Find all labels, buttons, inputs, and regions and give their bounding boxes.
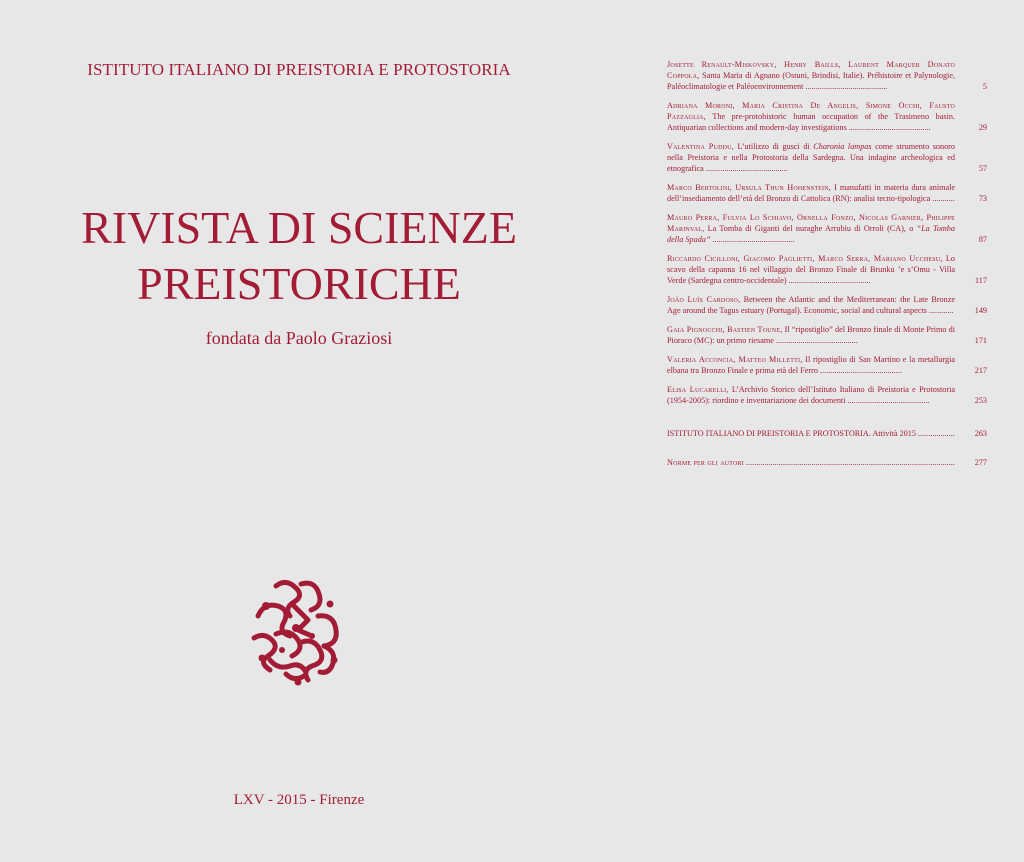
toc-page-number: 73 — [978, 194, 987, 203]
toc-authors: Adriana Moroni, Maria Cristina De Angelis, Simone Occhi, Fausto Pazzaglia, — [667, 101, 955, 121]
toc-authors: Elisa Lucarelli, — [667, 385, 729, 394]
toc-dot-leader: ........................................ — [845, 396, 930, 405]
toc-page-number: 277 — [974, 458, 987, 467]
toc-authors: Josette Renault-Miskovsky, Henry Baills, Laurent Marquer Donato Coppola, — [667, 60, 955, 80]
toc-entry[interactable] — [667, 294, 987, 316]
volume-info: LXV - 2015 - Firenze — [233, 792, 365, 808]
toc-entry-text — [667, 294, 955, 316]
toc-label: ISTITUTO ITALIANO DI PREISTORIA E PROTOSTORIA. Attività 2015 — [667, 429, 916, 438]
toc-title: Il “ripostiglio” del Bronzo finale di Monte Primo di Pioraco (MC): un primo riesame — [667, 325, 956, 345]
toc-dot-leader: ........................................ — [803, 82, 888, 91]
toc-title-italic: “La Tomba della Spada” — [667, 224, 955, 244]
toc-dot-leader: ........... — [930, 194, 955, 203]
founded-by: fondata da Paolo Graziosi — [205, 328, 393, 348]
toc-dot-leader: ........................................ — [817, 366, 902, 375]
institute-name: ISTITUTO ITALIANO DI PREISTORIA E PROTOSTORIA — [87, 60, 511, 79]
toc-entry[interactable] — [667, 100, 987, 133]
toc-authors: Gaia Pignocchi, Bastien Toune, — [667, 325, 783, 334]
toc-entry[interactable] — [667, 141, 987, 174]
toc-title: I manufatti in materia dura animale dell’insediamento dell’età del Bronzo di Cattolica (RN): analisi tecno-tipologica — [667, 183, 956, 203]
toc-entry-text — [667, 324, 955, 346]
toc-entry-text — [667, 182, 955, 204]
toc-title-part: come strumento sonoro nella Preistoria e nella Protostoria della Sardegna. Una indagine archeologica ed etnografica — [667, 142, 956, 173]
toc-title-part: La Tomba di Giganti del nuraghe Arrubiu di Orroli (CA), o — [707, 224, 917, 233]
toc-page-number: 57 — [978, 164, 987, 173]
toc-title: Between the Atlantic and the Mediterranean: the Late Bronze Age around the Tagus estuary (Portugal). Economic, social and cultural aspects — [667, 295, 956, 315]
toc-title-part: L’utilizzo di gusci di — [737, 142, 814, 151]
toc-dot-leader: .................. — [915, 429, 955, 438]
toc-dot-leader: ........................................ — [846, 123, 931, 132]
table-of-contents — [667, 59, 987, 476]
toc-page-number: 171 — [974, 336, 987, 345]
toc-entry[interactable] — [667, 324, 987, 346]
toc-entry-text — [667, 354, 955, 376]
toc-page-number: 29 — [978, 123, 987, 132]
toc-dot-leader: ............ — [926, 306, 954, 315]
toc-title: Santa Maria di Agnano (Ostuni, Brindisi, Italie). Préhistoire et Palynologie, Paléoclimatologie et Paléoenvironnement — [667, 71, 955, 91]
toc-entry[interactable] — [667, 384, 987, 406]
ornamental-emblem-icon — [246, 576, 350, 688]
toc-entry[interactable] — [667, 182, 987, 204]
toc-title: Il ripostiglio di San Martino e la metallurgia elbana tra Bronzo Finale e prima età del Ferro — [667, 355, 955, 375]
toc-page-number: 117 — [975, 276, 987, 285]
toc-dot-leader: ........................................ — [773, 336, 858, 345]
toc-dot-leader: ...................................................................................................... — [743, 458, 955, 467]
toc-authors: Valentina Puddu, — [667, 142, 734, 151]
toc-author-guidelines[interactable] — [667, 457, 987, 468]
toc-page-number: 149 — [974, 306, 987, 315]
toc-entry-text — [667, 59, 955, 92]
toc-authors: João Luís Cardoso, — [667, 295, 741, 304]
toc-entry[interactable] — [667, 212, 987, 245]
toc-dot-leader: ........................................ — [710, 235, 795, 244]
toc-authors: Mauro Perra, Fulvia Lo Schiavo, Ornella Fonzo, Nicolas Garnier, Philippe Marinval, — [667, 213, 955, 233]
toc-title: L’Archivio Storico dell’Istituto Italiano di Preistoria e Protostoria (1954-2005): riordino e inventariazione dei documenti — [667, 385, 955, 405]
toc-entry[interactable] — [667, 354, 987, 376]
toc-authors: Riccardo Cicilloni, Giacomo Paglietti, Marco Serra, Mariano Ucchesu, — [667, 254, 943, 263]
toc-entry-text — [667, 253, 955, 286]
toc-page-number: 263 — [974, 429, 987, 438]
journal-title-line2: PREISTORICHE — [137, 258, 461, 309]
toc-title: Lo scavo della capanna 16 nel villaggio del Bronzo Finale di Brunku ’e s’Omu - Villa Verde (Sardegna centro-occidentale) — [667, 254, 955, 285]
toc-institute-activity[interactable] — [667, 428, 987, 439]
toc-entry-text — [667, 457, 955, 468]
toc-label: Norme per gli autori — [667, 458, 744, 467]
toc-entry-text — [667, 100, 955, 133]
toc-page-number: 87 — [978, 235, 987, 244]
toc-title: The pre-protohistoric human occupation of the Trasimeno basin. Antiquarian collections and modern-day investigations — [667, 112, 955, 132]
toc-entry-text — [667, 212, 955, 245]
journal-title-line1: RIVISTA DI SCIENZE — [81, 202, 517, 253]
toc-entry-text — [667, 141, 955, 174]
toc-authors: Valeria Acconcia, Matteo Milletti, — [667, 355, 803, 364]
toc-entry-text — [667, 384, 955, 406]
journal-title — [0, 200, 598, 312]
toc-entry-text — [667, 428, 955, 439]
toc-page-number: 5 — [982, 82, 987, 91]
toc-entry[interactable] — [667, 253, 987, 286]
toc-dot-leader: ........................................ — [703, 164, 788, 173]
toc-page-number: 217 — [974, 366, 987, 375]
toc-dot-leader: ........................................ — [786, 276, 871, 285]
toc-entry[interactable] — [667, 59, 987, 92]
toc-title-italic: Charonia lampas — [813, 142, 872, 151]
toc-page-number: 253 — [974, 396, 987, 405]
toc-authors: Marco Bertolini, Ursula Thun Hohenstein, — [667, 183, 832, 192]
